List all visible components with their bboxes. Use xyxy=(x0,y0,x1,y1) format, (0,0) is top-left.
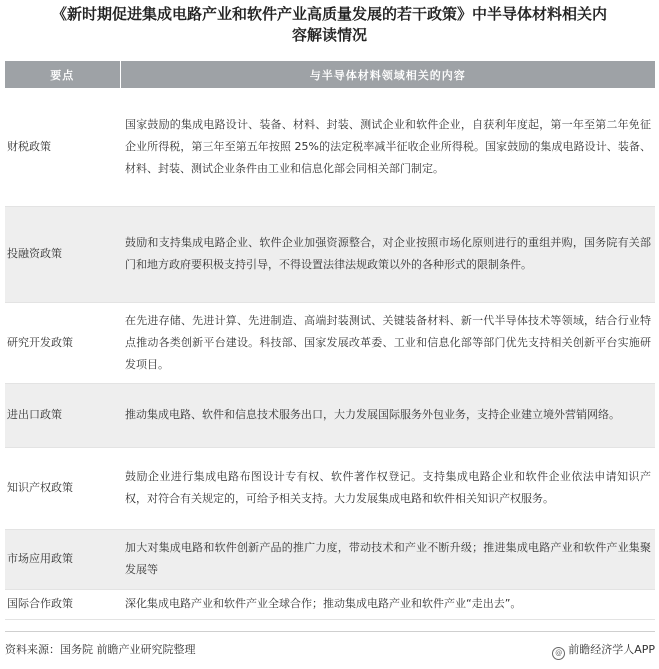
page-title xyxy=(0,4,659,46)
table-row xyxy=(5,88,655,206)
table-row xyxy=(5,447,655,529)
policy-table xyxy=(5,61,655,620)
row-key: 知识产权政策 xyxy=(5,447,120,529)
brand-credit xyxy=(552,641,655,660)
row-key: 财税政策 xyxy=(5,88,120,206)
row-content: 推动集成电路、软件和信息技术服务出口，大力发展国际服务外包业务，支持企业建立境外营销网络。 xyxy=(120,383,655,447)
footer xyxy=(5,631,655,662)
table-row xyxy=(5,529,655,589)
row-content: 深化集成电路产业和软件产业全球合作；推动集成电路产业和软件产业“走出去”。 xyxy=(120,589,655,619)
row-key: 市场应用政策 xyxy=(5,529,120,589)
title-line-2: 容解读情况 xyxy=(291,26,367,44)
table-row xyxy=(5,383,655,447)
title-line-1: 《新时期促进集成电路产业和软件产业高质量发展的若干政策》中半导体材料相关内 xyxy=(51,5,607,23)
row-key: 研究开发政策 xyxy=(5,302,120,383)
row-key: 国际合作政策 xyxy=(5,589,120,619)
source-note: 资料来源：国务院 前瞻产业研究院整理 xyxy=(5,643,196,656)
row-content: 加大对集成电路和软件创新产品的推广力度，带动技术和产业不断升级；推进集成电路产业和软件产业集聚发展等 xyxy=(120,529,655,589)
table-row xyxy=(5,302,655,383)
table-row xyxy=(5,206,655,302)
copyright-icon: @ xyxy=(552,647,565,660)
table-row xyxy=(5,589,655,619)
brand-label: 前瞻经济学人APP xyxy=(568,643,655,656)
table-header-row xyxy=(5,61,655,88)
row-content: 国家鼓励的集成电路设计、装备、材料、封装、测试企业和软件企业，自获利年度起，第一年至第二年免征企业所得税，第三年至第五年按照 25%的法定税率减半征收企业所得税。国家鼓励的集成电路设计、装备、材料、封装、测试企业条件由工业和信息化部会同相关部门制定。 xyxy=(120,88,655,206)
row-content: 鼓励和支持集成电路企业、软件企业加强资源整合，对企业按照市场化原则进行的重组并购，国务院有关部门和地方政府要积极支持引导，不得设置法律法规政策以外的各种形式的限制条件。 xyxy=(120,206,655,302)
row-content: 在先进存储、先进计算、先进制造、高端封装测试、关键装备材料、新一代半导体技术等领域，结合行业特点推动各类创新平台建设。科技部、国家发展改革委、工业和信息化部等部门优先支持相关创新平台实施研发项目。 xyxy=(120,302,655,383)
row-key: 进出口政策 xyxy=(5,383,120,447)
row-key: 投融资政策 xyxy=(5,206,120,302)
row-content: 鼓励企业进行集成电路布图设计专有权、软件著作权登记。支持集成电路企业和软件企业依法申请知识产权，对符合有关规定的，可给予相关支持。大力发展集成电路和软件相关知识产权服务。 xyxy=(120,447,655,529)
header-key: 要点 xyxy=(5,61,120,88)
header-content: 与半导体材料领域相关的内容 xyxy=(120,61,655,88)
